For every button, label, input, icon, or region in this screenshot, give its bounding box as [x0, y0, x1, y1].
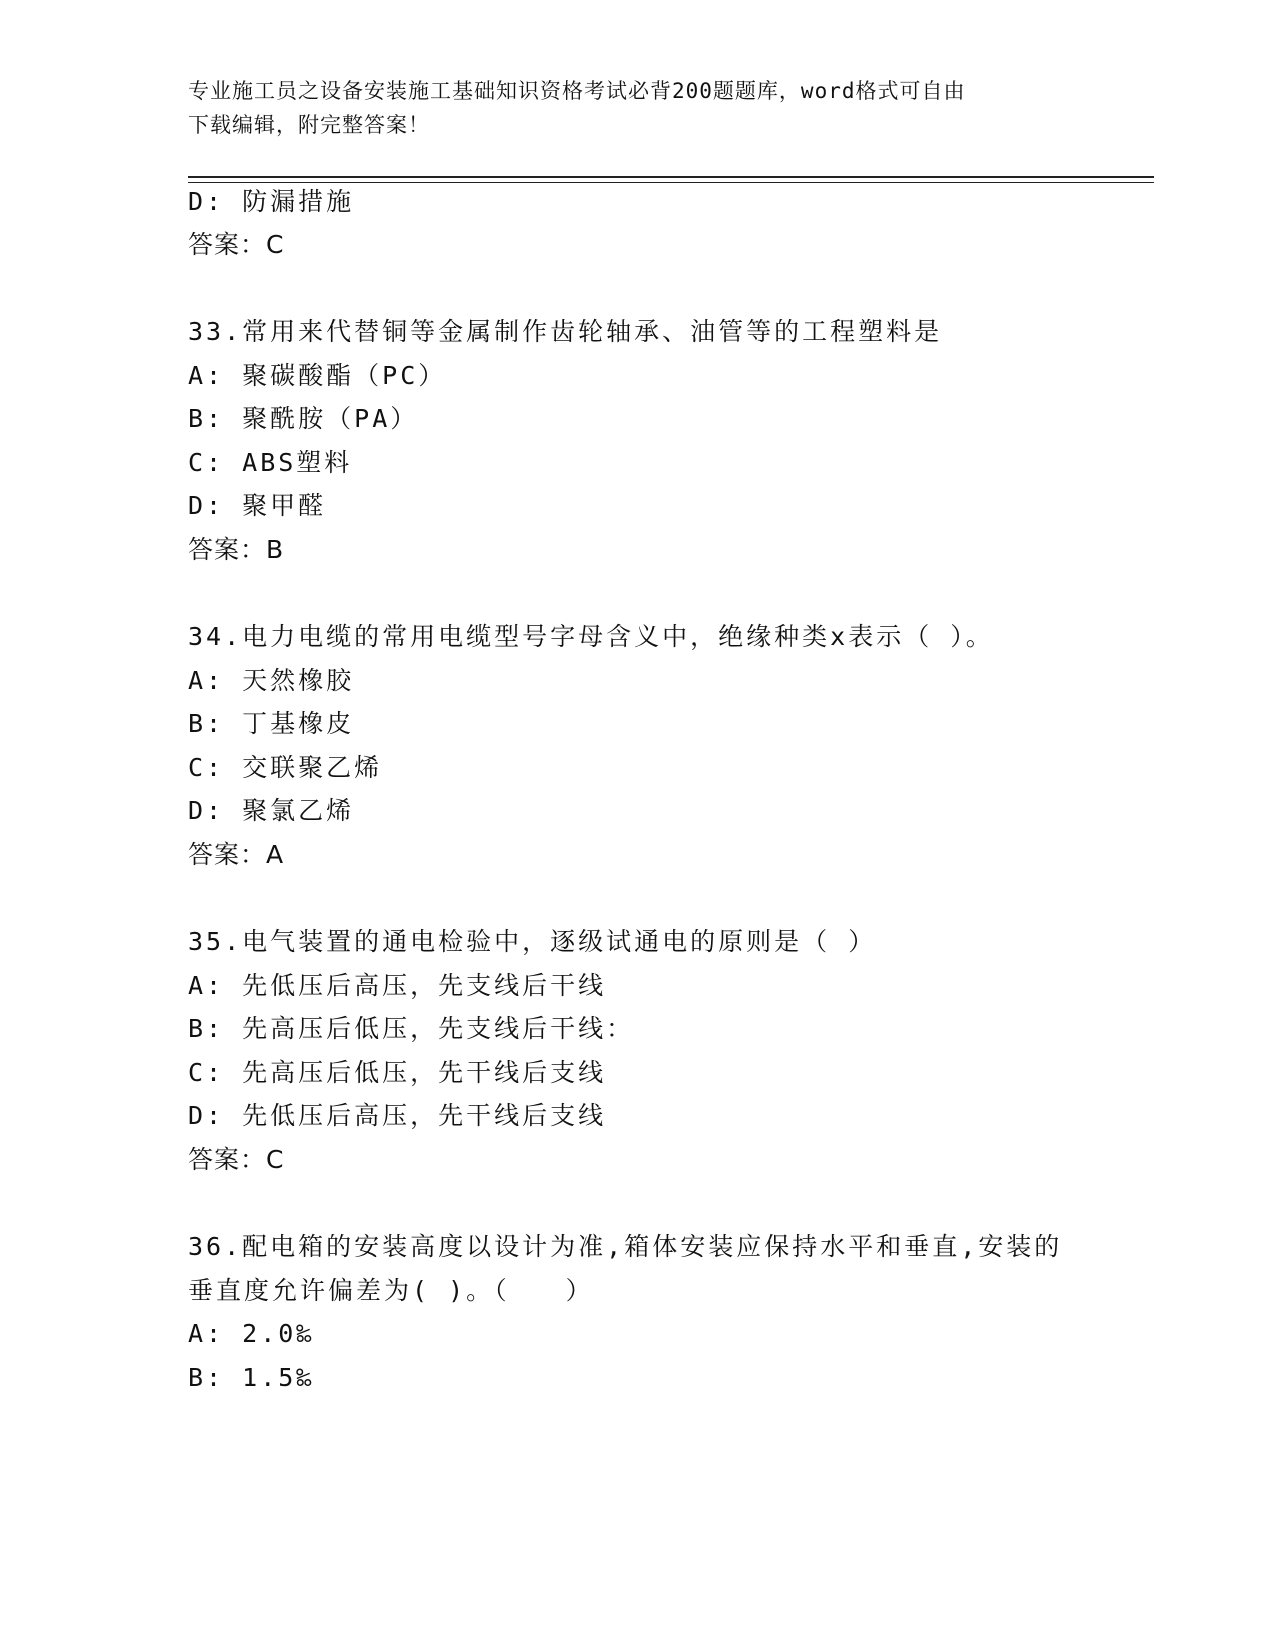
question-34-option-c: C: 交联聚乙烯	[188, 753, 383, 782]
question-35-option-d: D: 先低压后高压，先干线后支线	[188, 1101, 607, 1130]
question-36-option-b: B: 1.5‰	[188, 1363, 315, 1392]
header-divider-thick	[188, 176, 1154, 178]
question-33-option-a: A: 聚碳酸酯（PC）	[188, 361, 447, 390]
header-line-1: 专业施工员之设备安装施工基础知识资格考试必背200题题库，word格式可自由	[188, 79, 966, 103]
question-36-option-a: A: 2.0‰	[188, 1319, 315, 1348]
header-divider-thin	[188, 182, 1154, 183]
question-35-option-a: A: 先低压后高压，先支线后干线	[188, 971, 607, 1000]
question-33-option-b: B: 聚酰胺（PA）	[188, 404, 419, 433]
prev-answer: 答案：C	[188, 230, 285, 259]
document-header	[188, 74, 1088, 142]
question-33-option-c: C: ABS塑料	[188, 448, 353, 477]
header-line-2: 下载编辑，附完整答案！	[188, 113, 430, 137]
prev-option-d: D: 防漏措施	[188, 187, 355, 216]
question-35-option-c: C: 先高压后低压，先干线后支线	[188, 1058, 607, 1087]
question-35-option-b: B: 先高压后低压，先支线后干线：	[188, 1014, 635, 1043]
question-33-answer: 答案：B	[188, 535, 285, 564]
question-36-stem-line-1: 36.配电箱的安装高度以设计为准,箱体安装应保持水平和垂直,安装的	[188, 1232, 1063, 1261]
question-36-stem-line-2: 垂直度允许偏差为( )。（ ）	[188, 1276, 594, 1305]
question-34-answer: 答案：A	[188, 840, 285, 869]
question-34-stem: 34.电力电缆的常用电缆型号字母含义中，绝缘种类x表示（ ）。	[188, 622, 994, 651]
question-35-answer: 答案：C	[188, 1145, 285, 1174]
question-35-stem: 35.电气装置的通电检验中，逐级试通电的原则是（ ）	[188, 927, 877, 956]
question-34-option-b: B: 丁基橡皮	[188, 709, 355, 738]
question-34-option-a: A: 天然橡胶	[188, 666, 355, 695]
question-33-option-d: D: 聚甲醛	[188, 491, 327, 520]
question-33-stem: 33.常用来代替铜等金属制作齿轮轴承、油管等的工程塑料是	[188, 317, 943, 346]
question-34-option-d: D: 聚氯乙烯	[188, 796, 355, 825]
